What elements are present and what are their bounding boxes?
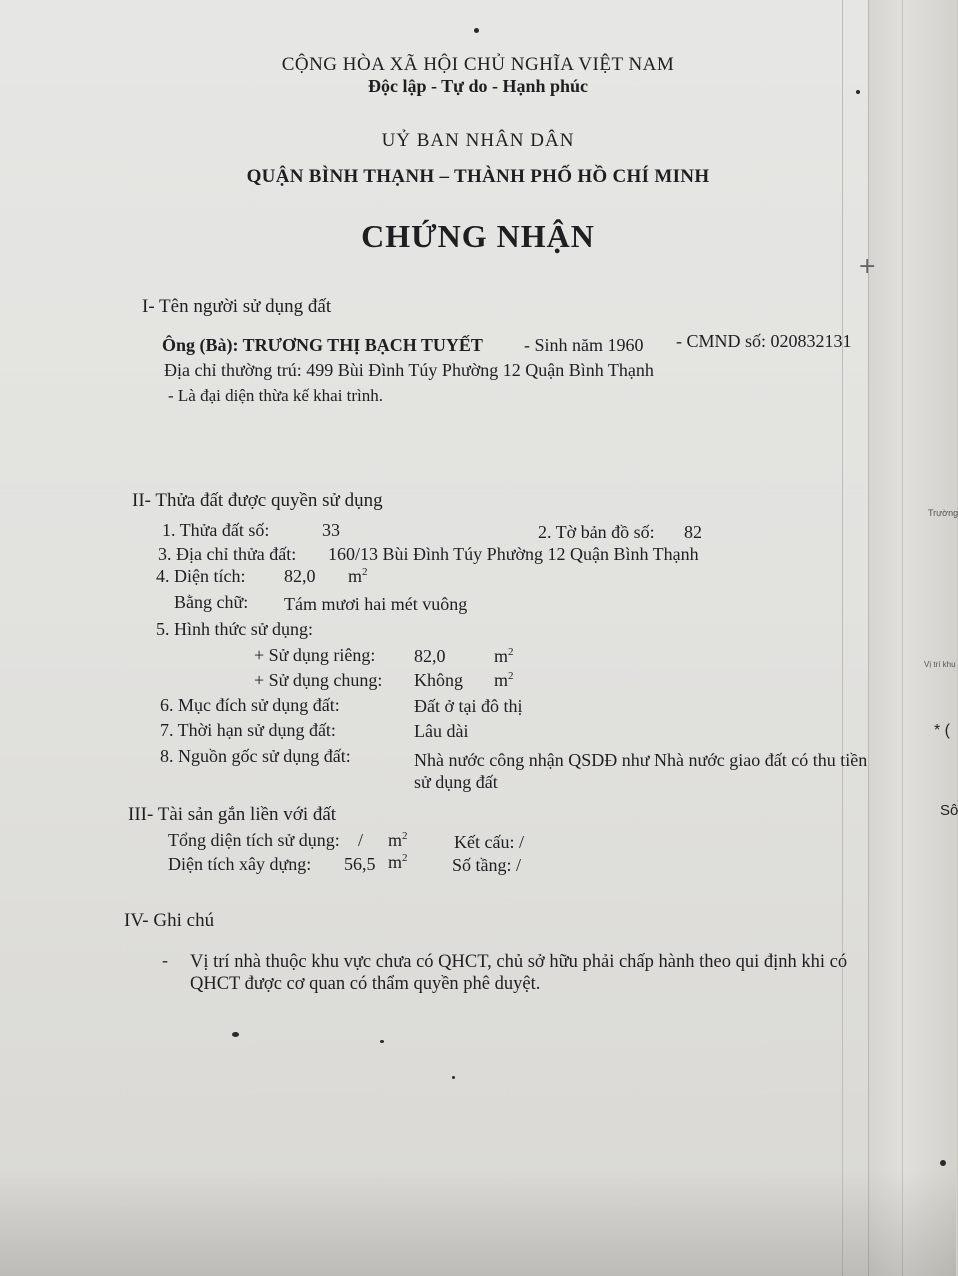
note-line-2: QHCT được cơ quan có thẩm quyền phê duyệt. bbox=[190, 974, 541, 994]
shared-use-value: Không bbox=[414, 670, 463, 690]
area-unit: $m^2$ bbox=[348, 566, 368, 586]
ink-spot bbox=[380, 1040, 384, 1043]
owner-name: Ông (Bà): TRƯƠNG THỊ BẠCH TUYẾT bbox=[162, 335, 483, 355]
total-area-label: Tổng diện tích sử dụng: bbox=[168, 830, 340, 850]
section-3-heading: III- Tài sản gắn liền với đất bbox=[128, 804, 337, 825]
land-address-label: 3. Địa chỉ thửa đất: bbox=[158, 544, 297, 564]
purpose-value: Đất ở tại đô thị bbox=[414, 696, 523, 716]
district-name: QUẬN BÌNH THẠNH – THÀNH PHỐ HỒ CHÍ MINH bbox=[246, 166, 710, 187]
margin-text: Sô bbox=[940, 802, 958, 819]
parcel-value: 33 bbox=[322, 520, 340, 540]
ink-spot bbox=[452, 1076, 455, 1079]
note-line-1: Vị trí nhà thuộc khu vực chưa có QHCT, chủ sở hữu phải chấp hành theo qui định khi có bbox=[190, 952, 848, 972]
section-4-heading: IV- Ghi chú bbox=[124, 910, 215, 931]
usage-form-label: 5. Hình thức sử dụng: bbox=[156, 619, 314, 639]
shared-use-unit: $m^2$ bbox=[494, 670, 514, 690]
ink-spot bbox=[232, 1032, 239, 1037]
structure-label: Kết cấu: / bbox=[454, 832, 524, 852]
private-use-label: + Sử dụng riêng: bbox=[254, 645, 376, 665]
margin-text: Vị trí khu bbox=[924, 660, 956, 669]
term-label: 7. Thời hạn sử dụng đất: bbox=[160, 720, 336, 740]
fold-line bbox=[842, 0, 843, 1276]
term-value: Lâu dài bbox=[414, 721, 469, 741]
country-name: CỘNG HÒA XÃ HỘI CHỦ NGHĨA VIỆT NAM bbox=[281, 54, 675, 75]
section-2-heading: II- Thửa đất được quyền sử dụng bbox=[132, 490, 383, 511]
origin-label: 8. Nguồn gốc sử dụng đất: bbox=[160, 746, 351, 766]
map-sheet-label: 2. Tờ bản đồ số: bbox=[538, 522, 655, 542]
section-1-heading: I- Tên người sử dụng đất bbox=[142, 296, 332, 317]
parcel-label: 1. Thửa đất số: bbox=[162, 520, 270, 540]
area-label: 4. Diện tích: bbox=[156, 566, 246, 586]
margin-text: Trường bbox=[928, 508, 958, 518]
floors-label: Số tầng: / bbox=[452, 855, 522, 875]
plus-mark-icon: + bbox=[858, 254, 877, 279]
owner-address: Địa chỉ thường trú: 499 Bùi Đình Túy Phường 12 Quận Bình Thạnh bbox=[164, 360, 654, 380]
folded-page-edge bbox=[868, 0, 957, 1276]
ink-spot bbox=[940, 1160, 946, 1166]
note-bullet: - bbox=[162, 950, 168, 970]
total-area-unit: $m^2$ bbox=[388, 830, 408, 850]
build-area-label: Diện tích xây dựng: bbox=[168, 854, 312, 874]
origin-value-line-1: Nhà nước công nhận QSDĐ như Nhà nước giao đất có thu tiền bbox=[414, 750, 868, 770]
shared-use-label: + Sử dụng chung: bbox=[254, 670, 383, 690]
origin-value-line-2: sử dụng đất bbox=[414, 772, 498, 792]
document-title: CHỨNG NHẬN bbox=[361, 218, 595, 254]
ink-spot bbox=[474, 28, 479, 33]
private-use-unit: $m^2$ bbox=[494, 646, 514, 666]
id-card-number: - CMND số: 020832131 bbox=[676, 331, 852, 351]
total-area-value: / bbox=[358, 830, 364, 850]
area-words-value: Tám mươi hai mét vuông bbox=[284, 594, 468, 614]
owner-note: - Là đại diện thừa kế khai trình. bbox=[168, 386, 384, 405]
birth-year: - Sinh năm 1960 bbox=[524, 335, 644, 355]
committee-name: UỶ BAN NHÂN DÂN bbox=[381, 130, 575, 151]
area-words-label: Bằng chữ: bbox=[174, 592, 249, 612]
build-area-unit: $m^2$ bbox=[388, 852, 408, 872]
margin-text: * ( bbox=[934, 722, 950, 739]
national-motto: Độc lập - Tự do - Hạnh phúc bbox=[367, 76, 589, 96]
area-value: 82,0 bbox=[284, 566, 316, 586]
land-address-value: 160/13 Bùi Đình Túy Phường 12 Quận Bình Thạnh bbox=[328, 544, 699, 564]
map-sheet-value: 82 bbox=[684, 522, 702, 542]
build-area-value: 56,5 bbox=[344, 854, 376, 874]
private-use-value: 82,0 bbox=[414, 646, 446, 666]
fold-line bbox=[902, 0, 903, 1276]
purpose-label: 6. Mục đích sử dụng đất: bbox=[160, 695, 340, 715]
page-shadow bbox=[0, 1170, 956, 1276]
